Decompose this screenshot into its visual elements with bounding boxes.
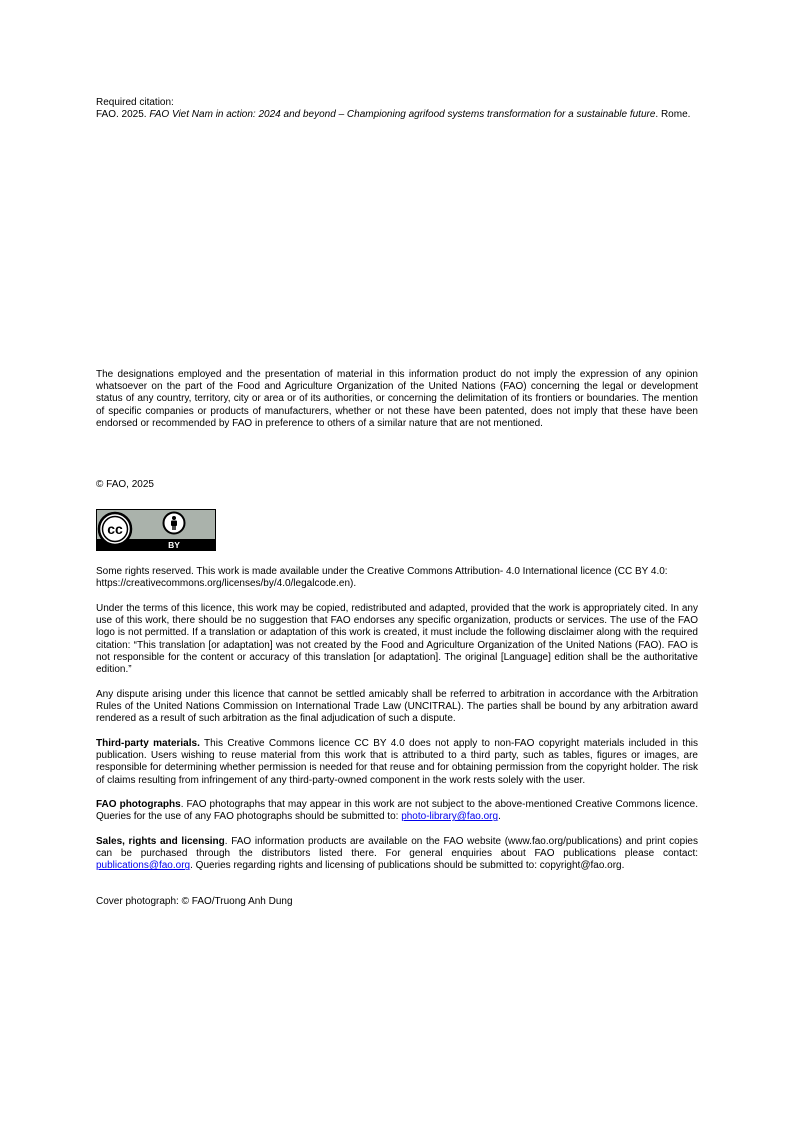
third-party-label: Third-party materials. xyxy=(96,738,200,749)
citation-title: FAO Viet Nam in action: 2024 and beyond – Championing agrifood systems transformation for a sustainable future xyxy=(149,109,656,121)
publications-email-link[interactable]: publications@fao.org xyxy=(96,860,191,872)
citation-text xyxy=(96,109,698,121)
photographs-end: . xyxy=(498,811,501,823)
citation-heading: Required citation: xyxy=(96,97,174,108)
citation-block xyxy=(96,97,698,121)
terms-block xyxy=(96,603,698,676)
photographs-text xyxy=(96,799,698,823)
third-party-block xyxy=(96,738,698,787)
cc-by-license-icon xyxy=(96,509,216,551)
cc-by-label: BY xyxy=(168,540,180,550)
sales-text xyxy=(96,836,698,873)
sales-block xyxy=(96,836,698,873)
copyright-block xyxy=(96,479,698,491)
photographs-body: . FAO photographs that may appear in this work are not subject to the above-mentioned Creative Commons licence. Queries for the use of any FAO photographs should be submitted to: xyxy=(96,799,698,823)
third-party-text xyxy=(96,738,698,787)
copyright-text: © FAO, 2025 xyxy=(96,479,154,490)
citation-prefix: FAO. 2025. xyxy=(96,109,150,121)
photographs-block xyxy=(96,799,698,823)
photographs-label: FAO photographs xyxy=(96,799,181,810)
cover-photo-block xyxy=(96,896,698,908)
disclaimer-text: The designations employed and the presentation of material in this information product do not imply the expression of any opinion whatsoever on the part of the Food and Agriculture Organization of the United Nations (FAO) concerning the legal or development status of any country, territory, city or area or of its authorities, or concerning the delimitation of its frontiers or boundaries. The mention of specific companies or products of manufacturers, whether or not these have been patented, does not imply that these have been endorsed or recommended by FAO in preference to others of a similar nature that are not mentioned. xyxy=(96,369,698,429)
dispute-block xyxy=(96,689,698,726)
svg-text:cc: cc xyxy=(107,521,123,537)
rights-text: Some rights reserved. This work is made available under the Creative Commons Attribution- 4.0 International licence (CC BY 4.0: https://creativecommons.org/licenses/by/4.0/legalcode.en). xyxy=(96,566,668,590)
sales-label: Sales, rights and licensing xyxy=(96,836,225,847)
cover-photo-credit: Cover photograph: © FAO/Truong Anh Dung xyxy=(96,896,293,907)
photo-library-email-link[interactable]: photo-library@fao.org xyxy=(401,811,499,823)
citation-suffix: . Rome. xyxy=(655,109,691,121)
sales-end: . Queries regarding rights and licensing of publications should be submitted to: copyright@fao.org. xyxy=(190,860,625,872)
terms-text: Under the terms of this licence, this work may be copied, redistributed and adapted, provided that the work is appropriately cited. In any use of this work, there should be no suggestion that FAO endorses any specific organization, products or services. The use of the FAO logo is not permitted. If a translation or adaptation of this work is created, it must include the following disclaimer along with the required citation: “This translation [or adaptation] was not created by the Food and Agriculture Organization of the United Nations (FAO). FAO is not responsible for the content or accuracy of this translation [or adaptation]. The original [Language] edition shall be the authoritative edition.” xyxy=(96,603,698,676)
disclaimer-block xyxy=(96,369,698,430)
sales-body: . FAO information products are available on the FAO website (www.fao.org/publications) and print copies can be purchased through the distributors listed there. For general enquiries about FAO publications please contact: xyxy=(96,836,698,860)
rights-block xyxy=(96,566,698,590)
dispute-text: Any dispute arising under this licence that cannot be settled amicably shall be referred to arbitration in accordance with the Arbitration Rules of the United Nations Commission on International Trade Law (UNCITRAL). The parties shall be bound by any arbitration award rendered as a result of such arbitration as the final adjudication of such a dispute. xyxy=(96,689,698,725)
third-party-body: This Creative Commons licence CC BY 4.0 does not apply to non-FAO copyright materials included in this publication. Users wishing to reuse material from this work that is attributed to a third party, such as tables, figures or images, are responsible for determining whether permission is needed for that reuse and for obtaining permission from the copyright holder. The risk of claims resulting from infringement of any third-party-owned component in the work rests solely with the user. xyxy=(96,738,698,786)
